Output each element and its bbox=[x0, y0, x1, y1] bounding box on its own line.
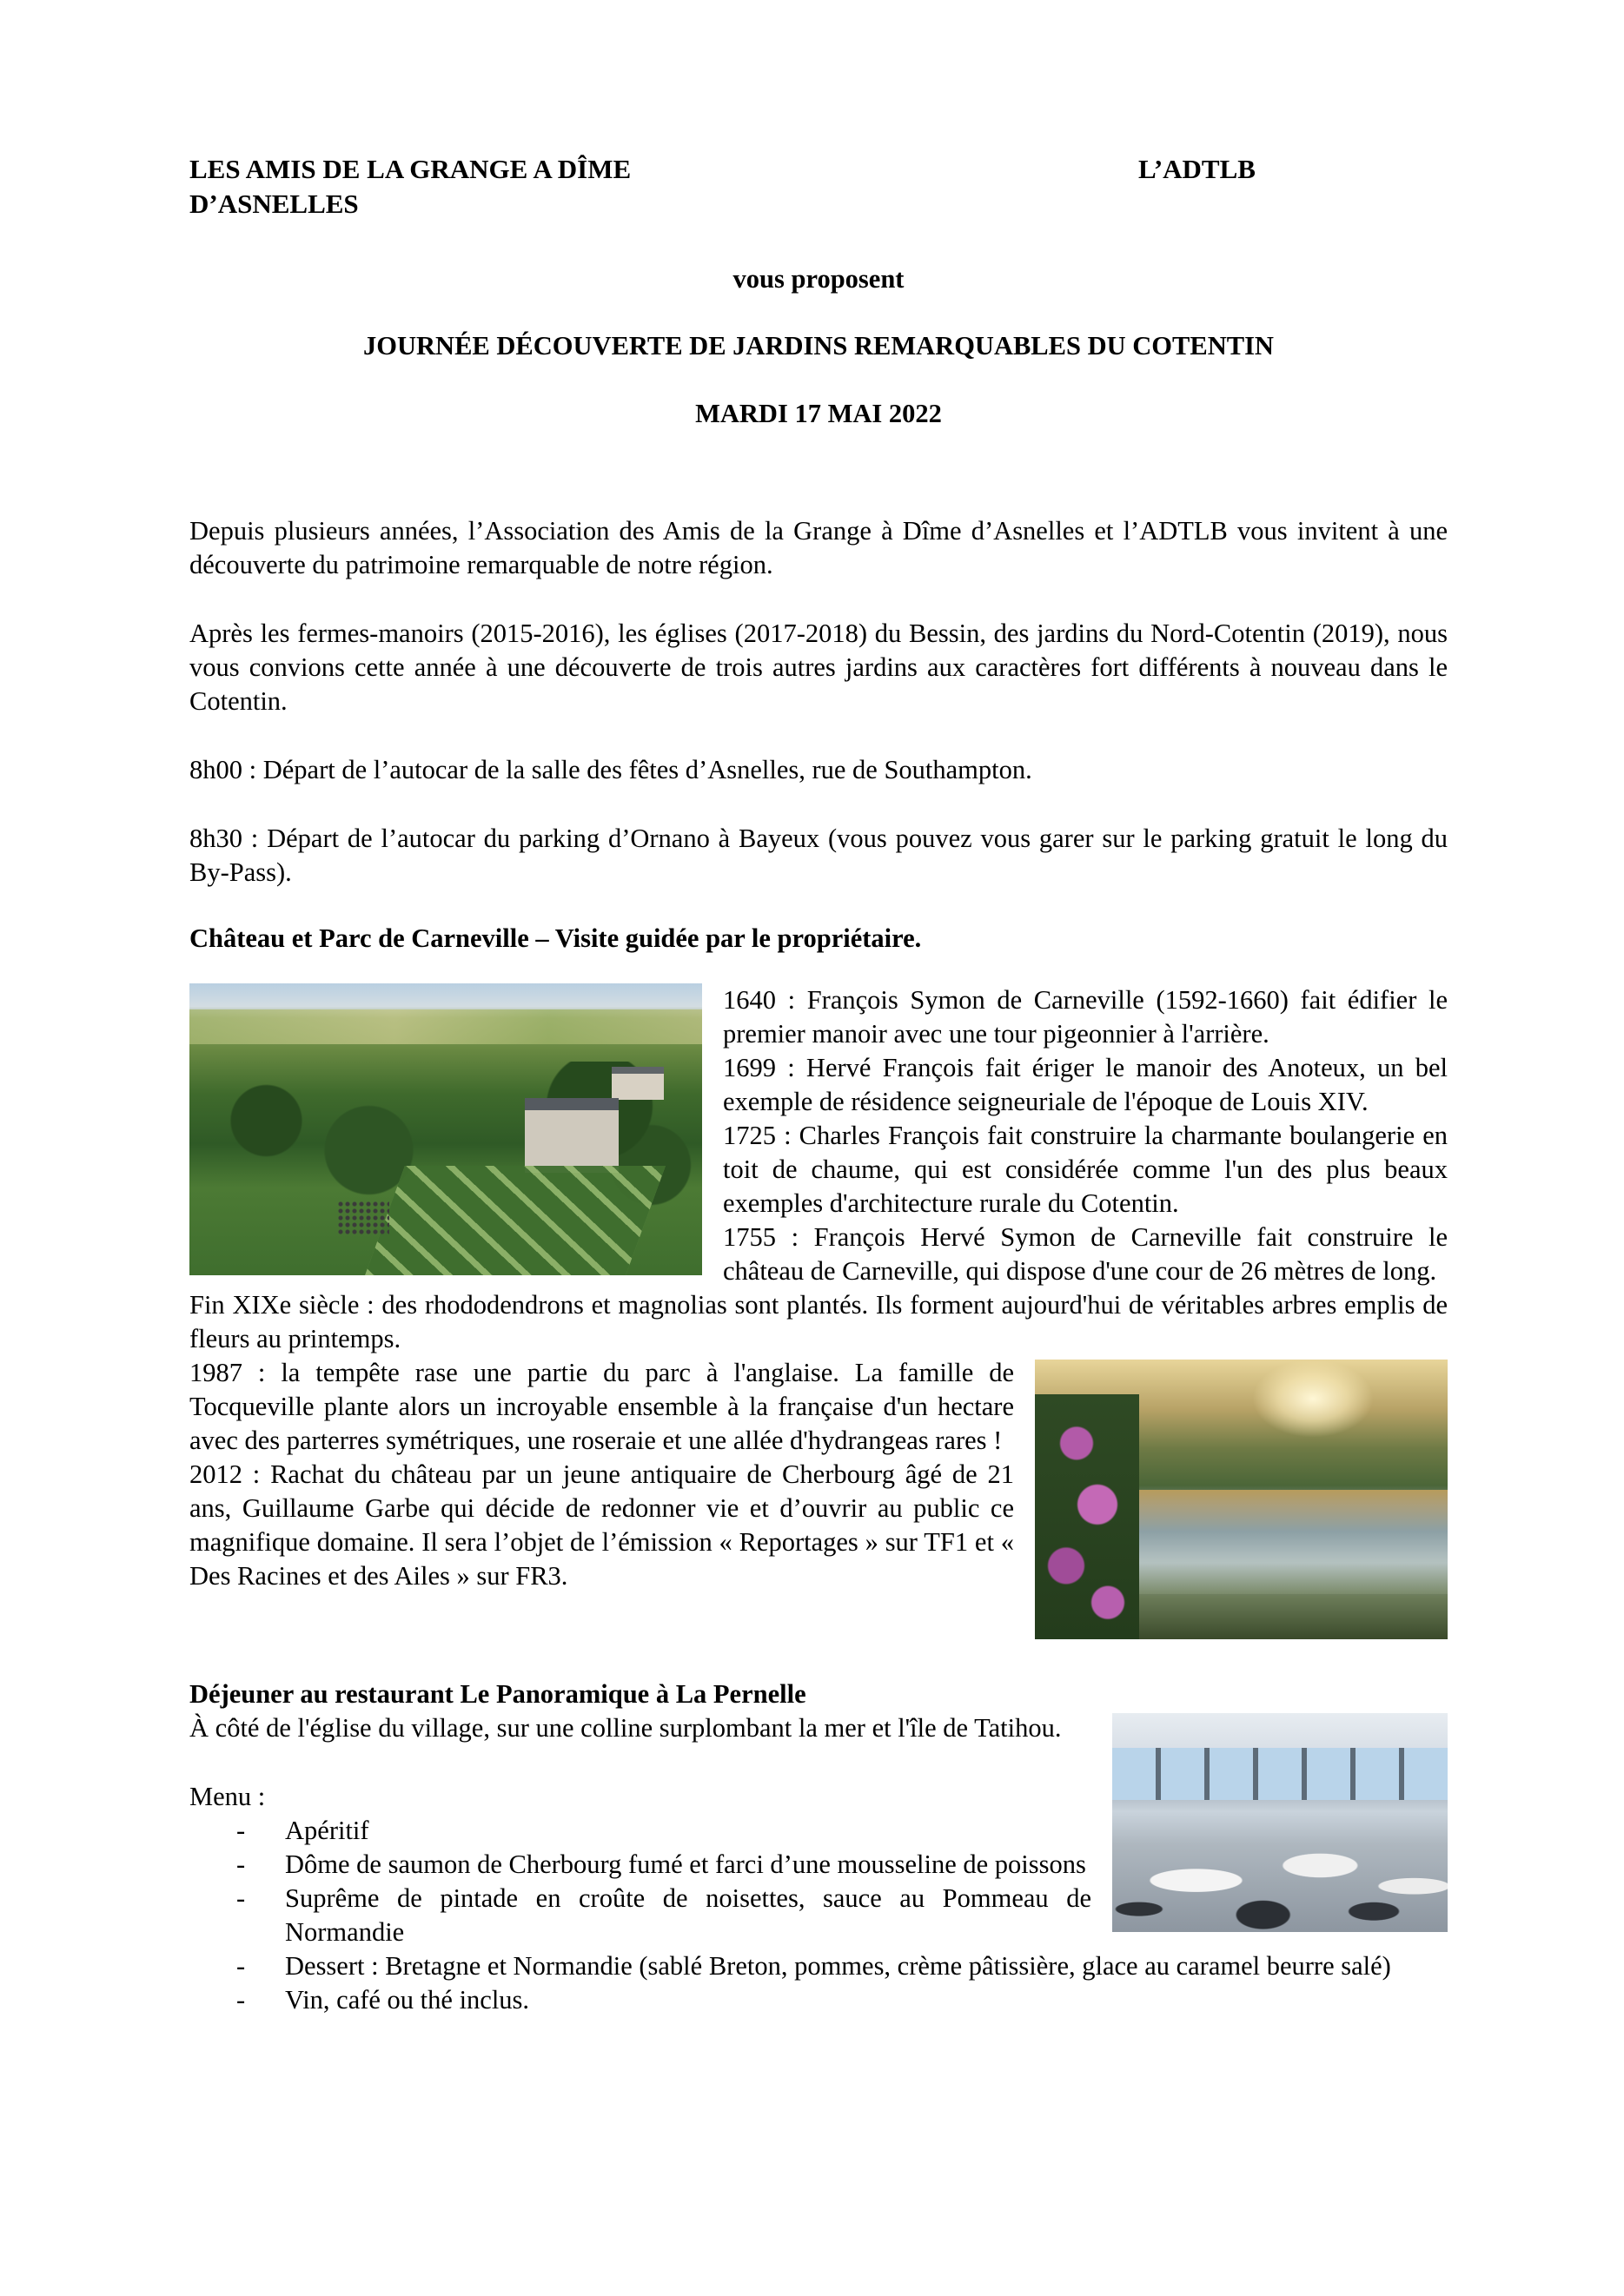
organizer-right: L’ADTLB bbox=[1138, 154, 1256, 184]
subtitle: vous proposent bbox=[732, 264, 905, 294]
document-header bbox=[189, 152, 1448, 228]
organizer-left bbox=[189, 152, 798, 222]
lunch-description: À côté de l'église du village, sur une colline surplombant la mer et l'île de Tatihou. bbox=[189, 1713, 1062, 1743]
menu-item bbox=[189, 1848, 1448, 1882]
menu-item-dash: - bbox=[236, 1951, 246, 1981]
organizer-left-line2: D’ASNELLES bbox=[189, 189, 359, 219]
menu-list bbox=[189, 1814, 1448, 2017]
menu-item bbox=[189, 1983, 1448, 2017]
timeline-1755: 1755 : François Hervé Symon de Carneville fait construire le château de Carneville, qui dispose d'une cour de 26 mètres de long. bbox=[723, 1222, 1448, 1286]
lunch-title: Déjeuner au restaurant Le Panoramique à La Pernelle bbox=[189, 1679, 806, 1709]
menu-item-text: Dôme de saumon de Cherbourg fumé et farci d’une mousseline de poissons bbox=[285, 1849, 1086, 1879]
timeline-1640: 1640 : François Symon de Carneville (1592-1660) fait édifier le premier manoir avec une tour pigeonnier à l'arrière. bbox=[723, 985, 1448, 1049]
menu-item-text: Vin, café ou thé inclus. bbox=[285, 1985, 530, 2015]
timeline-2012: 2012 : Rachat du château par un jeune antiquaire de Cherbourg âgé de 21 ans, Guillaume Garbe qui décide de redonner vie et d’ouvrir au public ce magnifique domaine. Il sera l’objet de l’émission « Reportages » sur TF1 et « Des Racines et des Ailes » sur FR3. bbox=[189, 1459, 1014, 1591]
menu-item-dash: - bbox=[236, 1849, 246, 1879]
menu-item-dash: - bbox=[236, 1816, 246, 1845]
organizer-left-line1: LES AMIS DE LA GRANGE A DÎME bbox=[189, 154, 632, 184]
history-paragraph: Après les fermes-manoirs (2015-2016), les églises (2017-2018) du Bessin, des jardins du Nord-Cotentin (2019), nous vous convions cette année à une découverte de trois autres jardins aux caractères fort différents à nouveau dans le Cotentin. bbox=[189, 619, 1448, 716]
intro-paragraph: Depuis plusieurs années, l’Association des Amis de la Grange à Dîme d’Asnelles et l’ADTLB vous invitent à une découverte du patrimoine remarquable de notre région. bbox=[189, 516, 1448, 579]
menu-item-text: Dessert : Bretagne et Normandie (sablé Breton, pommes, crème pâtissière, glace au caramel beurre salé) bbox=[285, 1951, 1391, 1981]
menu-item-dash: - bbox=[236, 1985, 246, 2015]
event-title: JOURNÉE DÉCOUVERTE DE JARDINS REMARQUABLES DU COTENTIN bbox=[363, 331, 1274, 361]
event-date: MARDI 17 MAI 2022 bbox=[695, 399, 942, 428]
carneville-title: Château et Parc de Carneville – Visite guidée par le propriétaire. bbox=[189, 923, 922, 953]
chateau-aerial-photo bbox=[189, 983, 702, 1275]
menu-label: Menu : bbox=[189, 1782, 266, 1811]
departure-bayeux: 8h30 : Départ de l’autocar du parking d’Ornano à Bayeux (vous pouvez vous garer sur le parking gratuit le long du By-Pass). bbox=[189, 824, 1448, 887]
menu-item-dash: - bbox=[236, 1883, 246, 1913]
departure-asnelles: 8h00 : Départ de l’autocar de la salle des fêtes d’Asnelles, rue de Southampton. bbox=[189, 755, 1032, 784]
pond-photo bbox=[1035, 1360, 1448, 1639]
menu-item-text: Suprême de pintade en croûte de noisettes, sauce au Pommeau de Normandie bbox=[285, 1883, 1091, 1947]
carneville-section bbox=[189, 983, 1448, 1643]
menu-item-text: Apéritif bbox=[285, 1816, 369, 1845]
timeline-1699: 1699 : Hervé François fait ériger le manoir des Anoteux, un bel exemple de résidence seigneuriale de l'époque de Louis XIV. bbox=[723, 1053, 1448, 1116]
menu-item bbox=[189, 1882, 1448, 1949]
menu-item bbox=[189, 1949, 1448, 1983]
menu-item bbox=[189, 1814, 1448, 1848]
timeline-1725: 1725 : Charles François fait construire la charmante boulangerie en toit de chaume, qui est considérée comme l'un des plus beaux exemples d'architecture rurale du Cotentin. bbox=[723, 1121, 1448, 1218]
document-content bbox=[189, 152, 1448, 2017]
lunch-section bbox=[189, 1677, 1448, 2017]
timeline-1987: 1987 : la tempête rase une partie du parc à l'anglaise. La famille de Tocqueville plante alors un incroyable ensemble à la française d'un hectare avec des parterres symétriques, une roseraie et une allée d'hydrangeas rares ! bbox=[189, 1358, 1014, 1455]
timeline-fin-xixe: Fin XIXe siècle : des rhododendrons et magnolias sont plantés. Ils forment aujourd'hui de véritables arbres emplis de fleurs au printemps. bbox=[189, 1290, 1448, 1353]
